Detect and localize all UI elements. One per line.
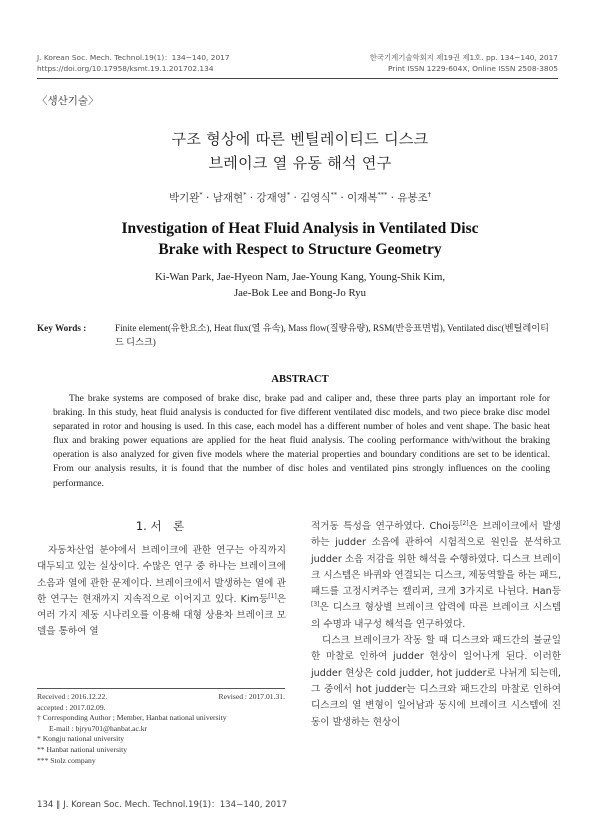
keywords-label: Key Words :	[37, 323, 87, 333]
footnote-rule	[37, 688, 285, 689]
author-ko: 강재영	[256, 192, 287, 204]
author-mark: *	[243, 190, 247, 199]
body-paragraph: 디스크 브레이크가 작동 할 때 디스크와 패드간의 불균일한 마찰로 인하여 judder 현상이 일어나게 된다. 이러한 judder 현상은 cold judder, hot judder로 나뉘게 되는데, 그 중에서 hot judder는 디스크와 패드간의 마찰로 인하여 디스크의 열 변형이 일어남과 동시에 브레이크 시스템에 진동이 발생하는 현상이	[311, 635, 561, 728]
korean-title-line-2: 브레이크 열 유동 해석 연구	[208, 154, 392, 172]
revised-date: Revised : 2017.01.31.	[218, 692, 285, 701]
citation-ref[interactable]: [3]	[311, 601, 320, 609]
english-authors-line-1: Ki-Wan Park, Jae-Hyeon Nam, Jae-Young Kang, Young-Shik Kim,	[154, 271, 446, 283]
author-mark: *	[286, 190, 291, 199]
doi-link[interactable]: https://doi.org/10.17958/ksmt.19.1.201702.134	[37, 64, 214, 73]
keywords	[37, 321, 557, 349]
author-mark: ***	[377, 190, 388, 199]
affiliation-3: *** Stolz company	[37, 755, 96, 765]
korean-authors: 박기완* · 남재현* · 강재영* · 김영식** · 이재복*** · 유봉조†	[168, 190, 432, 204]
section-heading-introduction: 1. 서 론	[135, 519, 185, 533]
body-column-right	[311, 519, 561, 731]
korean-title-line-1: 구조 형상에 따른 벤틸레이티드 디스크	[171, 130, 429, 148]
citation-ref[interactable]: [1]	[268, 592, 277, 600]
body-paragraph: 자동차산업 분야에서 브레이크에 관한 연구는 아직까지 대두되고 있는 실상이다. 수많은 연구 중 하나는 브레이크에 소음과 열에 관한 문제이다. 브레이크에서 발생하는 열에 관한 연구는 현재까지 지속적으로 이어지고 있다. Kim등[1]은 여러 가지 제동 시나리오를 이용해 대형 상용차 브레이크 모델을 통하여 열	[37, 545, 286, 638]
author-ko: 유봉조	[397, 192, 428, 204]
author-mark: *	[199, 190, 203, 199]
citation-ref[interactable]: [2]	[460, 519, 469, 527]
author-mark: †	[427, 190, 432, 199]
page-footer: 134 ∥ J. Korean Soc. Mech. Technol.19(1)：134−140, 2017	[37, 800, 288, 810]
author-ko: 김영식	[300, 192, 331, 204]
author-ko: 남재현	[212, 192, 244, 204]
english-title-line-2: Brake with Respect to Structure Geometry	[158, 241, 442, 258]
author-ko: 이재복	[347, 192, 378, 204]
author-ko: 박기완	[168, 192, 200, 204]
affiliation-1: * Kongju national university	[37, 734, 125, 744]
header-rule	[37, 78, 558, 79]
affiliation-2: ** Hanbat national university	[37, 744, 128, 754]
corresponding-email[interactable]: E-mail : bjryu701@hanbat.ac.kr	[49, 723, 148, 733]
section-tag: 〈생산기술〉	[37, 95, 99, 107]
abstract-body	[53, 392, 550, 491]
journal-citation-ko: 한국기계기술학회지 제19권 제1호. pp. 134−140, 2017	[369, 53, 558, 62]
abstract-text: The brake systems are composed of brake disc, brake pad and caliper and, these three parts play an important role for braking. In this study, heat fluid analysis is conducted for five different ventilated disc models, and two piece brake disc model separated in rotor and housing is used. In this case, each model has a different number of holes and vent shape. The basic heat flux and braking power equations are applied for the heat fluid analysis. The cooling performance with/without the braking operation is also analyzed for given five models where the material properties and boundary conditions are set to be identical. From our analysis results, it is found that the number of disc holes and ventilated pins strongly influences on the cooling performance.	[53, 393, 550, 489]
received-date: Received : 2016.12.22.	[37, 692, 108, 701]
body-paragraph: 적거동 특성을 연구하였다. Choi등[2]은 브레이크에서 발생하는 judder 소음에 관하여 시험적으로 원인을 분석하고 judder 소음 저감을 위한 해석을 수행하였다. 디스크 브레이크 시스템은 바퀴와 연결되는 디스크, 제동역할을 하는 패드, 패드를 고정시켜주는 캘리퍼, 크게 3가지로 나뉜다. Han등[3]은 디스크 형상별 브레이크 압력에 따른 브레이크 시스템의 수명과 내구성 해석을 연구하였다.	[311, 519, 561, 630]
abstract-title: ABSTRACT	[271, 374, 329, 385]
body-column-left	[37, 543, 286, 641]
keywords-text: Finite element(유한요소), Heat flux(열 유속), Mass flow(질량유량), RSM(반응표면법), Ventilated disc(벤틸레이티드 디스크)	[115, 323, 549, 347]
english-authors-line-2: Jae-Bok Lee and Bong-Jo Ryu	[233, 287, 367, 299]
footnotes	[37, 692, 287, 766]
issn-line: Print ISSN 1229-604X, Online ISSN 2508-3805	[387, 64, 558, 73]
english-title-line-1: Investigation of Heat Fluid Analysis in Ventilated Disc	[121, 220, 479, 237]
accepted-date: accepted : 2017.02.09.	[37, 702, 106, 712]
author-mark: **	[330, 190, 338, 199]
corresponding-author: † Corresponding Author ; Member, Hanbat national university	[37, 713, 227, 723]
journal-citation-en: J. Korean Soc. Mech. Technol.19(1)：134−140, 2017	[37, 53, 230, 62]
